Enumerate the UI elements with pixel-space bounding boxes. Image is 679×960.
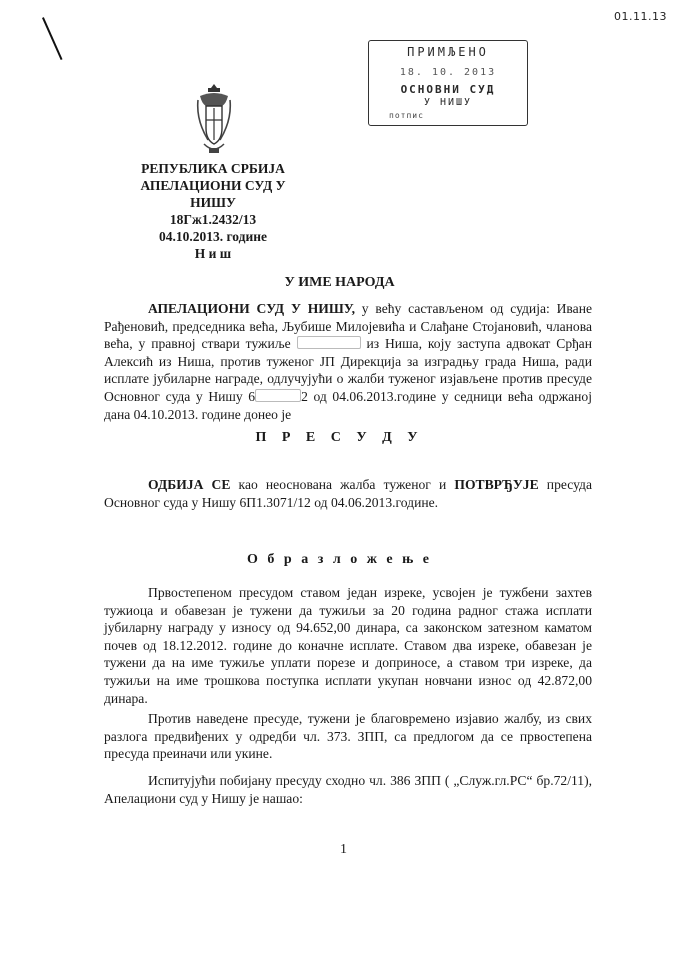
republic-name: РЕПУБЛИКА СРБИЈА [141,161,285,176]
reasoning-paragraph-3: Испитујући побијану пресуду сходно чл. 386 ЗПП ( „Служ.гл.РС“ бр.72/11), Апелациони суд у Нишу је нашао: [104,773,592,806]
case-number: 18Гж1.2432/13 [169,212,257,227]
redacted-name [297,336,361,349]
handwritten-date: 01.11.13 [614,10,667,23]
stamp-received: ПРИМЉЕНО [407,45,489,59]
city-name: Н и ш [194,246,232,261]
redacted-case-number [255,389,301,402]
coat-of-arms-icon [196,82,232,156]
stamp-court: ОСНОВНИ СУД [400,83,496,96]
pen-mark [42,17,63,60]
document-date: 04.10.2013. године [158,229,268,244]
intro-text-2: из Ниша, коју заступа адвокат Срђан Алексић из Ниша, против туженог ЈП Дирекција за изградњу града Ниша, ради исплате јубиларне награде, одлучујући о жалби туженог изјављене против пресуде Основног суда у Нишу 6 [104,336,592,404]
stamp-city: У НИШУ [423,97,473,108]
confirms-bold: ПОТВРЂУЈЕ [454,477,539,492]
verdict-paragraph [104,476,592,511]
verdict-text-1: као неоснована жалба туженог и [230,477,455,492]
stamp-date: 18. 10. 2013 [399,67,497,78]
reasoning-paragraph-1: Првостепеном пресудом ставом један изреке, усвојен је тужбени захтев тужиоца и обавезан је тужени да тужиљи за 20 година радног стажа исплати јубиларну награду у износу од 94.652,00 динара, са законском затезном каматом почев од 18.12.2012. године до коначне исплате. Ставом два изреке, обавезан је тужени да на име тужиље уплати порезе и доприносе, а ставом три изреке, да тужиљи на име трошкова поступка исплати укупан новчани износ од 42.872,00 динара. [104,585,592,706]
verdict-title: П Р Е С У Д У [255,430,424,445]
reasoning-paragraph-2: Против наведене пресуде, тужени је благовремено изјавио жалбу, из свих разлога предвиђених у одредби чл. 373. ЗПП, са предлогом да се првостепена пресуда преиначи или укине. [104,711,592,762]
intro-text-3: 2 од 04.06.2013.године у седници већа одржаној дана 04.10.2013. године донео је [104,388,592,422]
court-header [118,160,308,262]
page-number: 1 [340,842,347,857]
intro-paragraph [104,300,592,423]
court-name: АПЕЛАЦИОНИ СУД У НИШУ [140,178,286,210]
court-name-bold: АПЕЛАЦИОНИ СУД У НИШУ, [148,301,355,316]
verdict-text-2: пресуда Основног суда у Нишу 6П1.3071/12 од 04.06.2013.године. [104,477,592,510]
document-title: У ИМЕ НАРОДА [284,275,395,290]
stamp-signature: потпис [389,111,424,120]
reasoning-title: О б р а з л о ж е њ е [247,552,432,567]
received-stamp [368,40,528,126]
rejects-bold: ОДБИЈА СЕ [148,477,231,492]
intro-text-1: у већу састављеном од судија: Иване Рађеновић, председника већа, Љубише Милојевића и Слађане Стојановић, чланова већа, у правној ствари тужиље [104,301,592,352]
